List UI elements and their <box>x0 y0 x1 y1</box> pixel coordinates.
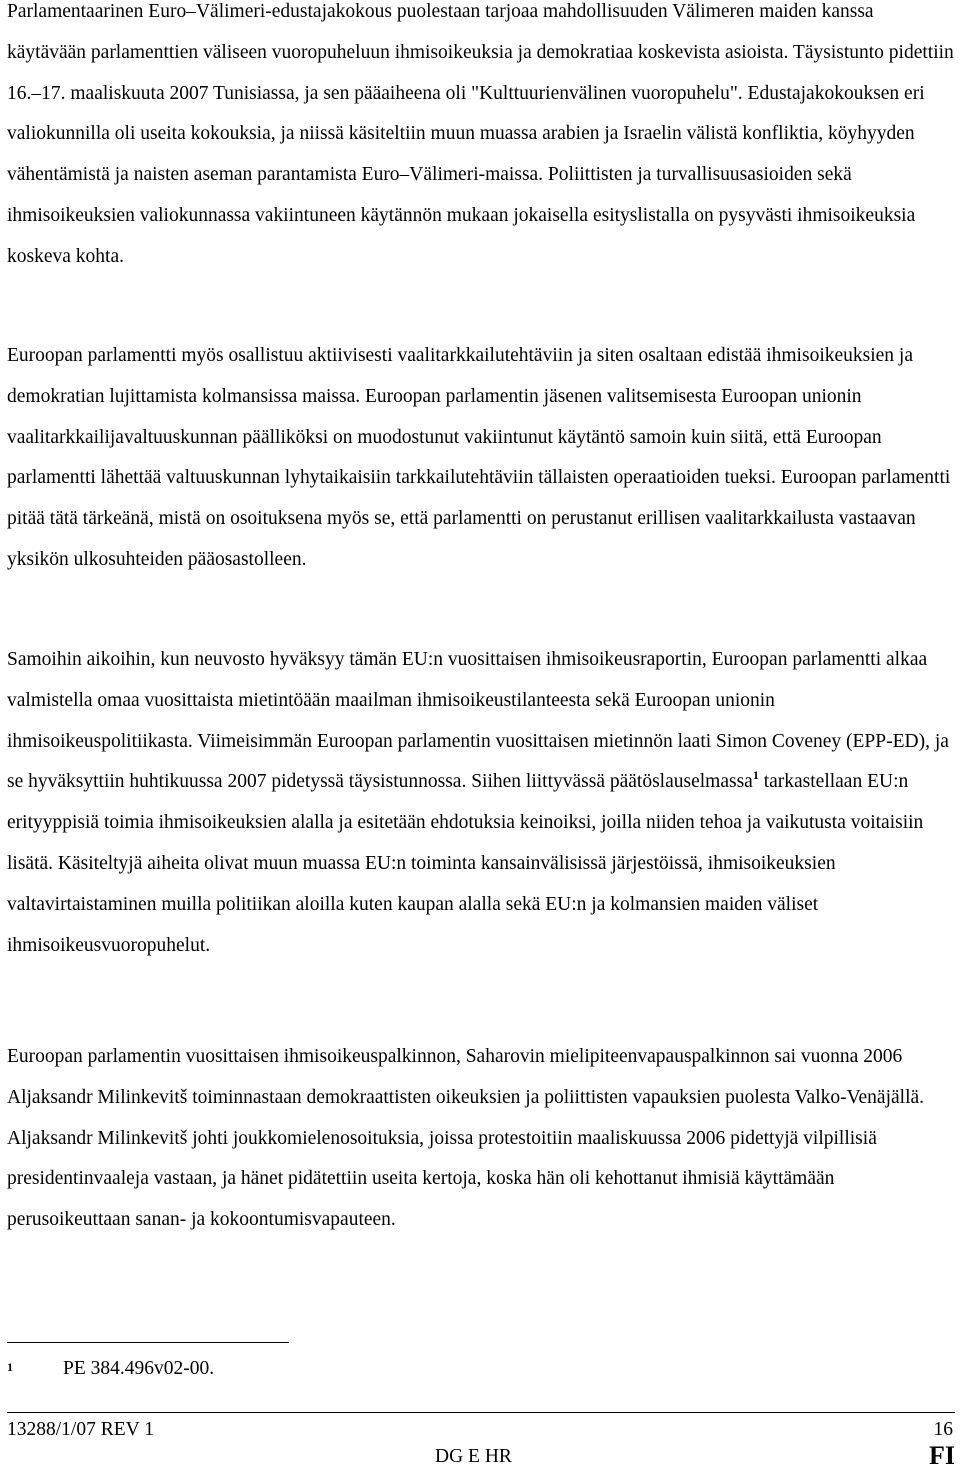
footnote-mark: 1 <box>7 1360 13 1374</box>
document-reference: 13288/1/07 REV 1 <box>7 1419 154 1440</box>
footnote-reference[interactable]: 1 <box>752 768 759 783</box>
paragraph-annual-report-part-1: Samoihin aikoihin, kun neuvosto hyväksyy tämän EU:n vuosittaisen ihmisoikeusraportin, Euroopan parlamentti alkaa valmistella omaa vuosittaista mietintöään maailman ihmisoikeustilanteesta sekä Euroopan unionin ihmisoikeuspolitiikasta. Viimeisimmän Euroopan parlamentin vuosittaisen mietinnön laati Simon Coveney (EPP-ED), ja se hyväksyttiin huhtikuussa 2007 pidetyssä täysistunnossa. Siihen liittyvässä päätöslauselmassa <box>7 649 949 793</box>
department-code: DG E HR <box>435 1446 512 1467</box>
paragraph-sakharov-prize: Euroopan parlamentin vuosittaisen ihmisoikeuspalkinnon, Saharovin mielipiteenvapauspalkinnon sai vuonna 2006 Aljaksandr Milinkevitš toiminnastaan demokraattisten oikeuksien ja poliittisten vapauksien puolesta Valko-Venäjällä. Aljaksandr Milinkevitš johti joukkomielenosoituksia, joissa protestoitiin maaliskuussa 2006 pidettyjä vilpillisiä presidentinvaaleja vastaan, ja hänet pidätettiin useita kertoja, koska hän oli kehottanut ihmisiä käyttämään perusoikeuttaan sanan- ja kokoontumisvapauteen. <box>7 1046 925 1231</box>
footer-separator <box>7 1412 955 1413</box>
page-number: 16 <box>933 1419 953 1440</box>
paragraph-election-observation: Euroopan parlamentti myös osallistuu aktiivisesti vaalitarkkailutehtäviin ja siten osaltaan edistää ihmisoikeuksien ja demokratian lujittamista kolmansissa maissa. Euroopan parlamentin jäsenen valitsemisesta Euroopan unionin vaalitarkkailijavaltuuskunnan päälliköksi on muodostunut vakiintunut käytäntö samoin kuin siitä, että Euroopan parlamentti lähettää valtuuskunnan lyhytaikaisiin tarkkailutehtäviin tällaisten operaatioiden tueksi. Euroopan parlamentti pitää tätä tärkeänä, mistä on osoituksena myös se, että parlamentti on perustanut erillisen vaalitarkkailusta vastaavan yksikön ulkosuhteiden pääosastolleen. <box>7 345 951 570</box>
paragraph-annual-report <box>7 640 955 966</box>
footnote-text: PE 384.496v02-00. <box>63 1358 215 1379</box>
language-code: FI <box>929 1441 955 1470</box>
paragraph-euro-mediterranean: Parlamentaarinen Euro–Välimeri-edustajakokous puolestaan tarjoaa mahdollisuuden Välimeren maiden kanssa käytävään parlamenttien väliseen vuoropuheluun ihmisoikeuksia ja demokratiaa koskevista asioista. Täysistunto pidettiin 16.–17. maaliskuuta 2007 Tunisiassa, ja sen pääaiheena oli "Kulttuurienvälinen vuoropuhelu". Edustajakokouksen eri valiokunnilla oli useita kokouksia, ja niissä käsiteltiin muun muassa arabien ja Israelin välistä konfliktia, köyhyyden vähentämistä ja naisten aseman parantamista Euro–Välimeri-maissa. Poliittisten ja turvallisuusasioiden sekä ihmisoikeuksien valiokunnassa vakiintuneen käytännön mukaan jokaisella esityslistalla on pysyvästi ihmisoikeuksia koskeva kohta. <box>7 1 954 267</box>
paragraph-annual-report-part-2: tarkastellaan EU:n erityyppisiä toimia ihmisoikeuksien alalla ja esitetään ehdotuksia keinoiksi, joilla niiden tehoa ja vaikutusta voitaisiin lisätä. Käsiteltyjä aiheita olivat muun muassa EU:n toiminta kansainvälisissä järjestöissä, ihmisoikeuksien valtavirtaistaminen muilla politiikan aloilla kuten kaupan alalla sekä EU:n ja kolmansien maiden väliset ihmisoikeusvuoropuhelut. <box>7 771 924 956</box>
footnote-separator <box>7 1342 289 1343</box>
